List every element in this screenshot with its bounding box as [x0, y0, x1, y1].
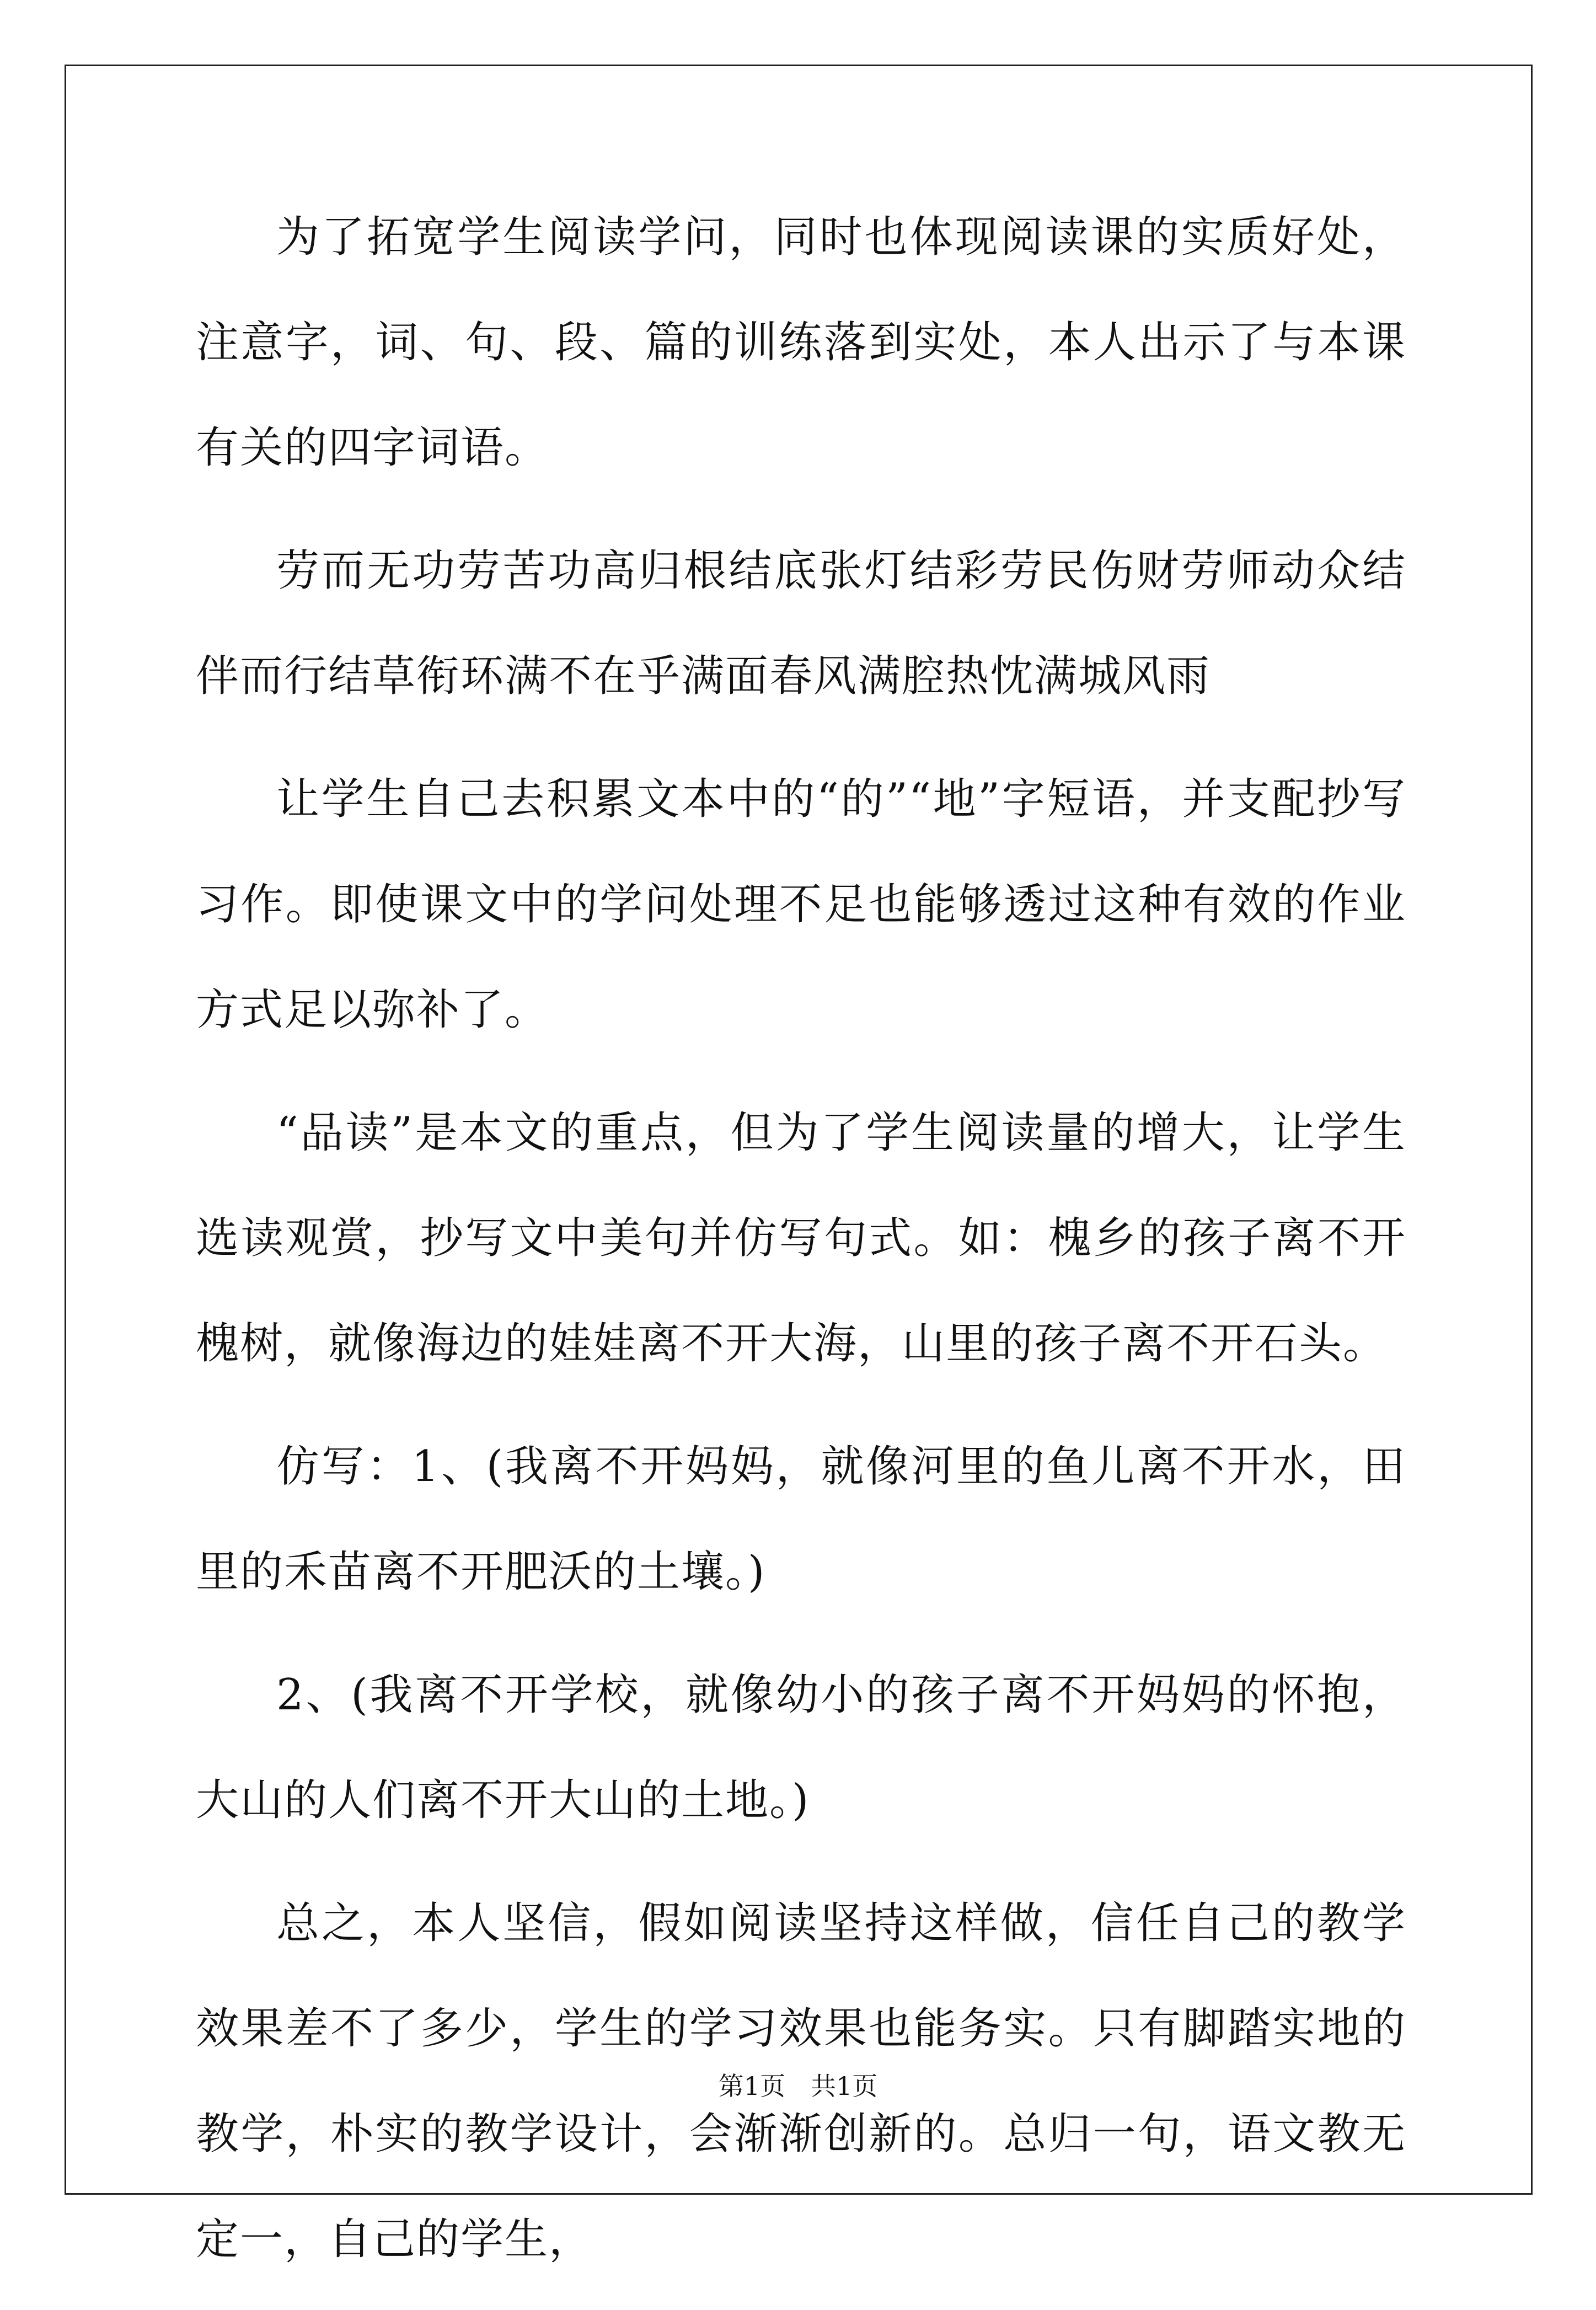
document-body — [196, 185, 1406, 2310]
paragraph: 为了拓宽学生阅读学问，同时也体现阅读课的实质好处，注意字，词、句、段、篇的训练落到实处，本人出示了与本课有关的四字词语。 — [196, 212, 1406, 473]
paragraph: 劳而无功劳苦功高归根结底张灯结彩劳民伤财劳师动众结伴而行结草衔环满不在乎满面春风满腔热忱满城风雨 — [196, 546, 1406, 701]
page-number-footer: 第1页 共1页 — [718, 2071, 878, 2101]
paragraph: 总之，本人坚信，假如阅读坚持这样做，信任自己的教学效果差不了多少，学生的学习效果也能务实。只有脚踏实地的教学，朴实的教学设计，会渐渐创新的。总归一句，语文教无定一，自己的学生， — [196, 1899, 1406, 2264]
paragraph: “品读”是本文的重点，但为了学生阅读量的增大，让学生选读观赏，抄写文中美句并仿写句式。如：槐乡的孩子离不开槐树，就像海边的娃娃离不开大海，山里的孩子离不开石头。 — [196, 1108, 1406, 1368]
paragraph: 仿写：1、(我离不开妈妈，就像河里的鱼儿离不开水，田里的禾苗离不开肥沃的土壤。) — [196, 1442, 1406, 1597]
paragraph: 2、(我离不开学校，就像幼小的孩子离不开妈妈的怀抱，大山的人们离不开大山的土地。) — [196, 1670, 1406, 1825]
paragraph: 让学生自己去积累文本中的“的”“地”字短语，并支配抄写习作。即使课文中的学问处理不足也能够透过这种有效的作业方式足以弥补了。 — [196, 774, 1406, 1035]
